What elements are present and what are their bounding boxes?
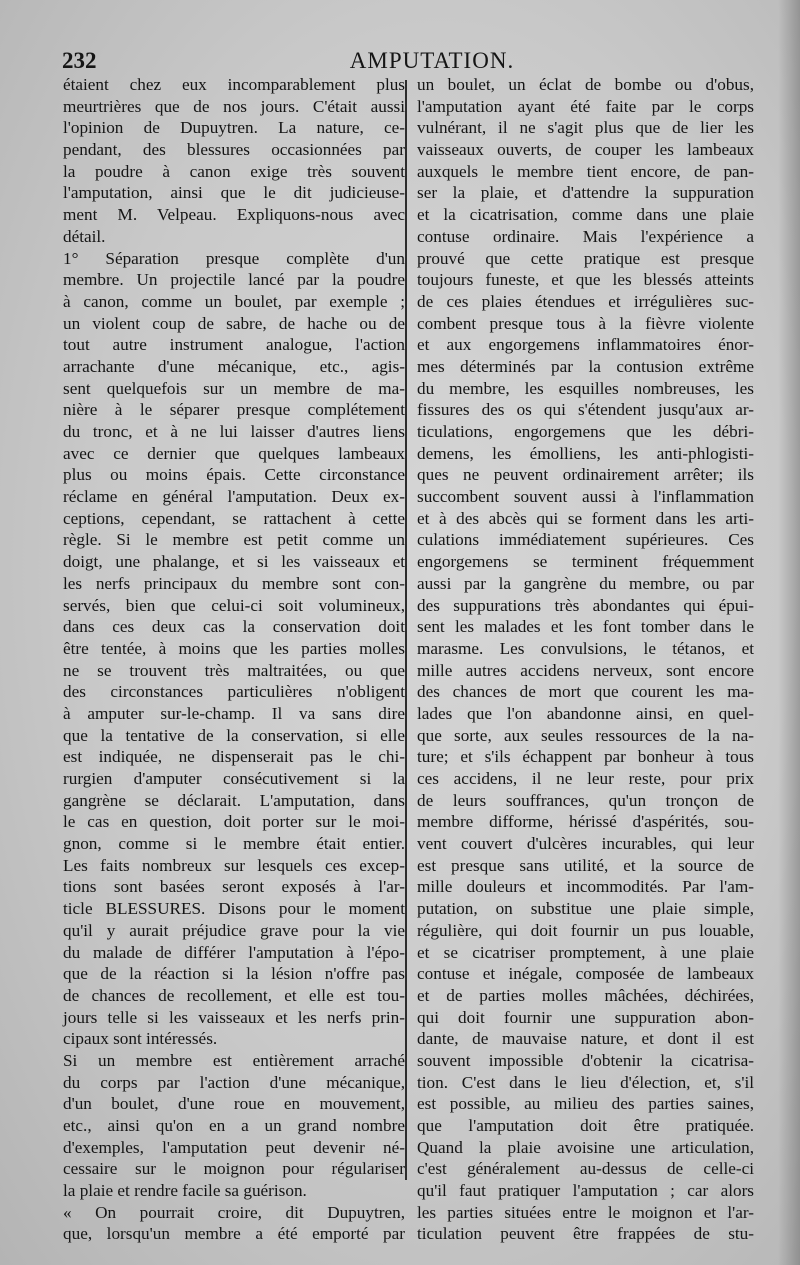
text-line: est possible, au milieu des parties saines, [417,1094,754,1114]
text-line: et aux engorgemens inflammatoires énor- [417,335,754,355]
text-line: et se cicatriser promptement, à une plaie [417,942,754,962]
text-line: aussi par la gangrène du membre, ou par [417,573,754,593]
text-line: souvent impossible d'obtenir la cicatrisa- [417,1050,754,1070]
text-line: contuse ordinaire. Mais l'expérience a [417,226,754,246]
text-line: engorgemens se terminent fréquemment [417,552,754,572]
text-line: combent presque tous à la fièvre violente [417,313,754,333]
text-line: de ces plaies étendues et irrégulières suc- [417,291,754,311]
text-line: des suppurations très abondantes qui épui- [417,595,754,615]
text-line: ne se trouvent très maltraitées, ou que [63,660,405,680]
text-line: sent quelquefois sur un membre de ma- [63,378,405,398]
text-line: étaient chez eux incomparablement plus [63,75,405,94]
text-line: de chances de recollement, et elle est tou- [63,985,405,1005]
text-line: gangrène se déclarait. L'amputation, dans [63,790,405,810]
text-line: lades que l'on abandonne ainsi, en quel- [417,703,754,723]
text-line: du membre, les esquilles nombreuses, les [417,378,754,398]
text-line: arrachante d'une mécanique, etc., agis- [63,356,405,376]
text-line: sent les malades et les font tomber dans le [417,617,754,637]
text-line: est indiquée, ne dispenserait pas le chi- [63,747,405,767]
text-line: des circonstances particulières n'obligent [63,682,405,702]
text-line: c'est généralement au-dessus de celle-ci [417,1159,754,1179]
text-line: ser la plaie, et d'attendre la suppuration [417,183,754,203]
text-line: qu'il y aurait préjudice grave pour la vie [63,920,405,940]
text-line: à amputer sur-le-champ. Il va sans dire [63,703,405,723]
text-line: prouvé que cette pratique est presque [417,248,754,268]
text-line: cipaux sont intéressés. [63,1029,218,1049]
text-line: être tentée, à moins que les parties molles [63,638,405,658]
text-line: qui doit fournir une suppuration abon- [417,1007,754,1027]
page-number: 232 [62,48,97,73]
text-line: la plaie et rendre facile sa guérison. [63,1181,307,1201]
text-line: Quand la plaie avoisine une articulation, [417,1137,754,1157]
text-line: mille autres accidens nerveux, sont encore [417,660,754,680]
text-line: que la tentative de la conservation, si elle [63,725,405,745]
text-line: l'amputation ayant été faite par le corps [417,96,754,116]
text-line: est presque sans utilité, et la source de [417,855,754,875]
text-line: plus ou moins épais. Cette circonstance [63,465,405,485]
text-line: d'exemples, l'amputation peut devenir né- [63,1137,405,1157]
text-line: que, lorsqu'un membre a été emporté par [63,1224,405,1244]
text-line: l'amputation, ainsi que le dit judicieuse- [63,183,405,203]
running-title: AMPUTATION. [349,48,515,73]
text-line: les nerfs principaux du membre sont con- [63,573,405,593]
text-line: avec ce dernier que quelques lambeaux [63,443,405,463]
text-line: vulnérant, il ne s'agit plus que de lier les [417,118,754,138]
text-line: toujours funeste, et que les blessés atteints [417,270,754,290]
text-line: un violent coup de sabre, de hache ou de [63,313,405,333]
text-line: putation, on substitue une plaie simple, [417,899,754,919]
text-line: un boulet, un éclat de bombe ou d'obus, [417,75,754,94]
text-line: ques ne peuvent ordinairement arrêter; ils [417,465,754,485]
text-line: ceptions, cependant, se rattachent à cette [63,508,405,528]
text-line: régulière, qui doit fournir un pus louable, [417,920,754,940]
text-line: succombent souvent aussi à l'inflammation [417,487,754,507]
text-line: vent couvert d'ulcères incurables, qui leur [417,834,754,854]
text-line: que de la réaction si la lésion n'offre pas [63,964,405,984]
text-line: dans ces deux cas la conservation doit [63,617,405,637]
text-line: tions sont basées seront exposés à l'ar- [63,877,405,897]
text-line: d'un boulet, d'une roue en mouvement, [63,1094,405,1114]
text-line: tout autre instrument analogue, l'action [63,335,405,355]
text-line: du tronc, et à ne lui laisser d'autres liens [63,422,405,441]
text-line: la poudre à canon exige très souvent [63,161,405,181]
text-line: que l'amputation doit être pratiquée. [417,1116,754,1135]
text-line: ticulations, engorgemens que les débri- [417,422,754,441]
text-line: Les faits nombreux sur lesquels ces excep- [63,855,405,875]
text-line: membre. Un projectile lancé par la poudre [63,270,405,290]
text-line: jours telle si les vaisseaux et les nerfs prin- [63,1007,405,1027]
column-divider [405,80,407,1180]
text-line: servés, bien que celui-ci soit volumineux, [63,595,405,615]
text-line: ture; et s'ils échappent par bonheur à tous [417,747,754,767]
text-line: nière à le séparer presque complétement [63,400,405,420]
text-line: les parties situées entre le moignon et l'ar- [417,1202,754,1222]
text-line: marasme. Les convulsions, le tétanos, et [417,638,754,658]
text-line: culations immédiatement supérieures. Ces [417,530,754,550]
text-line: règle. Si le membre est petit comme un [63,530,405,550]
text-line: tion. C'est dans le lieu d'élection, et, s'il [417,1072,754,1092]
text-line: et la cicatrisation, comme dans une plaie [417,205,754,225]
text-line: qu'il faut pratiquer l'amputation ; car alors [417,1181,754,1201]
text-line: ticle BLESSURES. Disons pour le moment [63,899,405,919]
text-line: ment M. Velpeau. Expliquons-nous avec [63,205,405,225]
text-line: meurtrières que de nos jours. C'était aussi [63,96,405,116]
text-line: détail. [63,226,106,246]
page-edge-shadow [778,0,800,1265]
text-line: du corps par l'action d'une mécanique, [63,1072,405,1092]
text-line: contuse et inégale, composée de lambeaux [417,964,754,984]
text-line: dante, de mauvaise nature, et dont il est [417,1029,754,1049]
text-line: mes déterminés par la contusion extrême [417,356,754,376]
text-line: vaisseaux ouverts, de couper les lambeaux [417,140,754,160]
text-line: ces accidens, il ne leur reste, pour prix [417,769,754,788]
text-line: que sorte, aux seules ressources de la na- [417,725,754,745]
text-line: des chances de mort que courent les ma- [417,682,754,702]
text-line: demens, les émolliens, les anti-phlogisti- [417,443,754,463]
text-line: Si un membre est entièrement arraché [63,1050,405,1070]
text-line: 1° Séparation presque complète d'un [63,248,405,268]
text-line: « On pourrait croire, dit Dupuytren, [63,1202,405,1222]
text-line: rurgien d'amputer consécutivement si la [63,769,405,788]
text-line: ticulation peuvent être frappées de stu- [417,1224,754,1244]
text-line: le cas en question, doit porter sur le moi- [63,812,405,832]
text-line: cessaire sur le moignon pour régulariser [63,1159,405,1179]
text-line: membre difforme, hérissé d'aspérités, sou- [417,812,754,832]
text-line: gnon, comme si le membre était entier. [63,834,405,854]
text-line: doigt, une phalange, et si les vaisseaux et [63,552,405,572]
text-line: l'opinion de Dupuytren. La nature, ce- [63,118,405,138]
text-line: pendant, des blessures occasionnées par [63,140,405,160]
text-line: auxquels le membre tient encore, de pan- [417,161,754,181]
text-line: fissures des os qui s'étendent jusqu'aux ar- [417,400,754,420]
text-line: réclame en général l'amputation. Deux ex- [63,487,405,507]
right-text-column [417,74,754,1245]
text-line: et de parties molles mâchées, déchirées, [417,985,754,1005]
text-line: et à des abcès qui se forment dans les arti- [417,508,754,528]
text-line: etc., ainsi qu'on en a un grand nombre [63,1116,405,1135]
text-line: du malade de différer l'amputation à l'épo- [63,942,405,962]
left-text-column [63,74,405,1245]
text-line: mille douleurs et incommodités. Par l'am- [417,877,754,897]
text-line: de leurs souffrances, qu'un tronçon de [417,790,754,810]
text-line: à canon, comme un boulet, par exemple ; [63,291,405,311]
